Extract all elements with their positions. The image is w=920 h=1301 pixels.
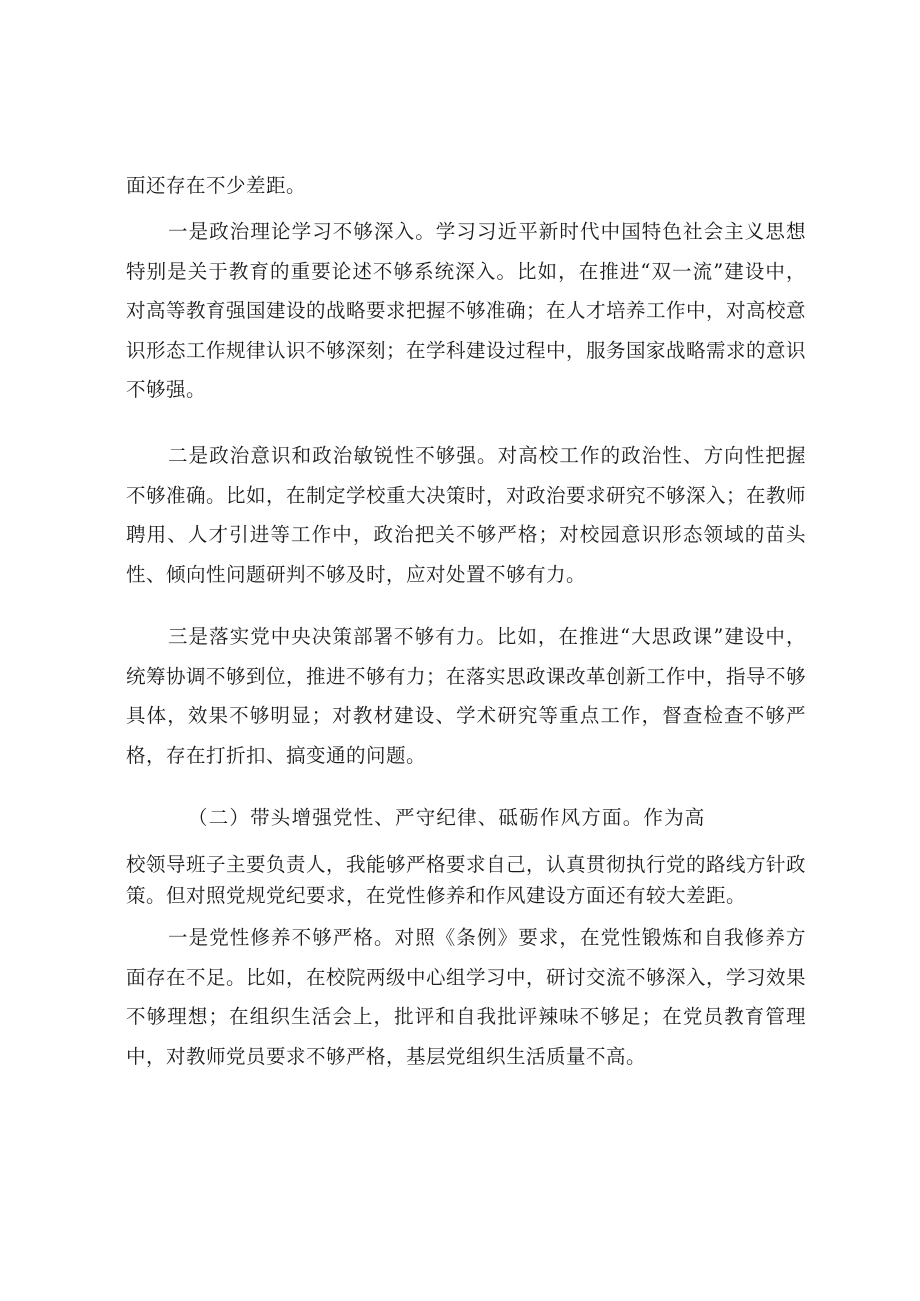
paragraph-political-awareness: 二是政治意识和政治敏锐性不够强。对高校工作的政治性、方向性把握不够准确。比如，在制定学校重大决策时，对政治要求研究不够深入；在教师聘用、人才引进等工作中，政治把关不够严格；对校园意识形态领域的苗头性、倾向性问题研判不够及时，应对处置不够有力。 [126, 444, 807, 586]
section-two-body: 校领导班子主要负责人，我能够严格要求自己，认真贯彻执行党的路线方针政策。但对照党规党纪要求，在党性修养和作风建设方面还有较大差距。 [126, 853, 807, 907]
section-two-heading: （二）带头增强党性、严守纪律、砥砺作风方面。作为高 [188, 806, 706, 829]
paragraph-political-theory: 一是政治理论学习不够深入。学习习近平新时代中国特色社会主义思想特别是关于教育的重要论述不够系统深入。比如，在推进“双一流”建设中，对高等教育强国建设的战略要求把握不够准确；在人才培养工作中，对高校意识形态工作规律认识不够深刻；在学科建设过程中，服务国家战略需求的意识不够强。 [126, 220, 807, 402]
paragraph-party-cultivation: 一是党性修养不够严格。对照《条例》要求，在党性锻炼和自我修养方面存在不足。比如，在校院两级中心组学习中，研讨交流不够深入，学习效果不够理想；在组织生活会上，批评和自我批评辣味不够足；在党员教育管理中，对教师党员要求不够严格，基层党组织生活质量不高。 [126, 926, 807, 1068]
paragraph-continuation: 面还存在不少差距。 [126, 174, 307, 197]
section-two [126, 802, 806, 911]
paragraph-implementation: 三是落实党中央决策部署不够有力。比如，在推进“大思政课”建设中，统筹协调不够到位，推进不够有力；在落实思政课改革创新工作中，指导不够具体，效果不够明显；对教材建设、学术研究等重点工作，督查检查不够严格，存在打折扣、搞变通的问题。 [126, 625, 807, 767]
